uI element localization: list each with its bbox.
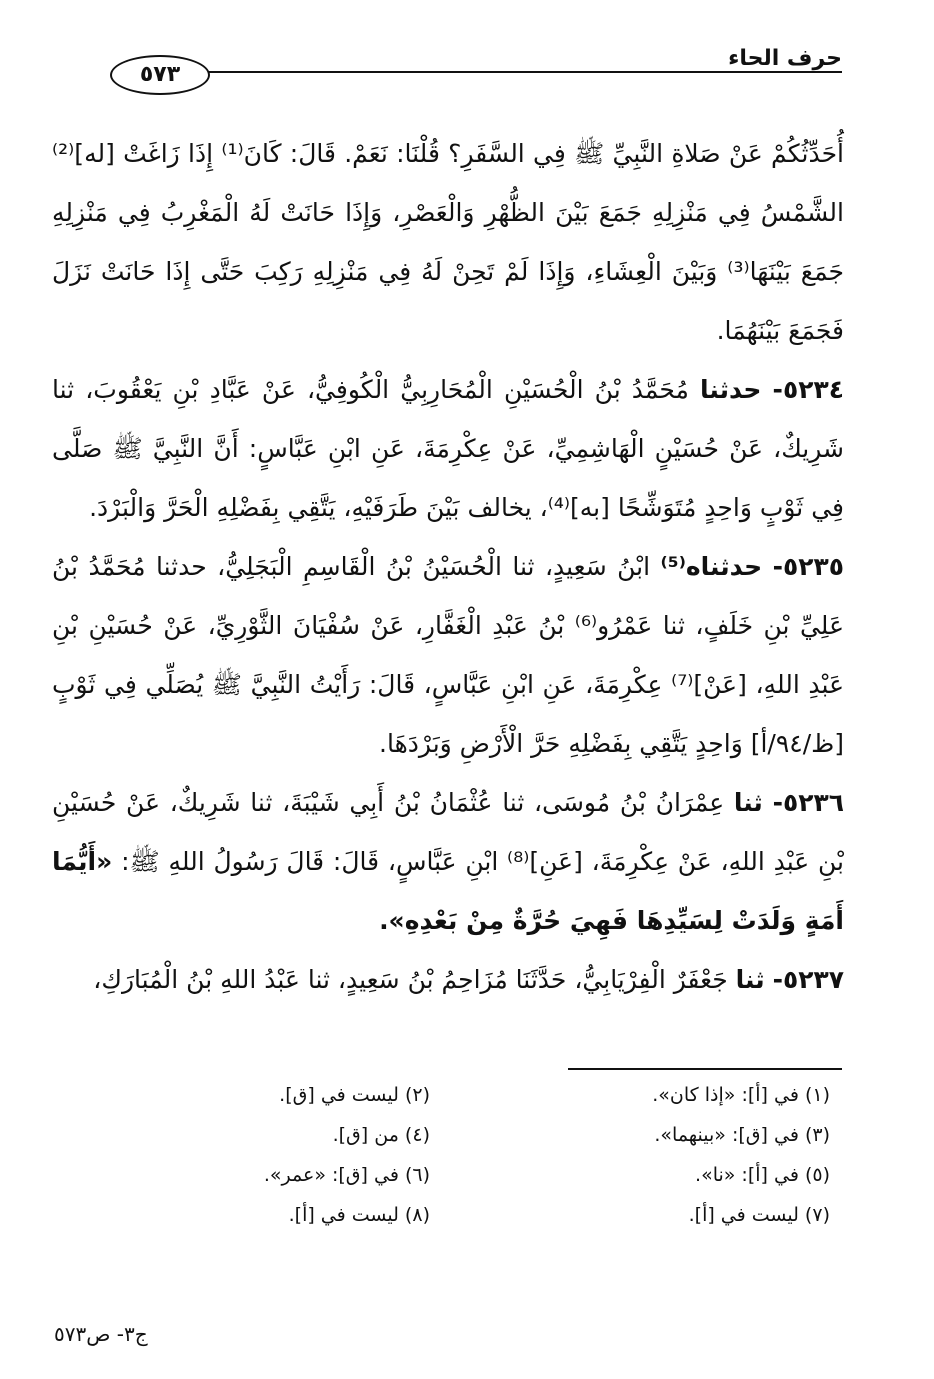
paragraph-continuation [52, 124, 844, 360]
header-rule [145, 71, 842, 73]
hadith-matn: «أَيُّمَا أَمَةٍ وَلَدَتْ لِسَيِّدِهَا فَهِيَ حُرَّةٌ مِنْ بَعْدِهِ». [52, 847, 844, 935]
chain-lead: ثنا [733, 788, 763, 817]
page-number: ٥٧٣ [139, 62, 181, 87]
hadith-number: ٥٢٣٧- [772, 965, 844, 994]
hadith-5237 [52, 950, 844, 1009]
footnote-8: (٨) ليست في [أ]. [288, 1204, 430, 1226]
footnote-7: (٧) ليست في [أ]. [688, 1204, 830, 1226]
footnote-separator [568, 1068, 842, 1070]
chain-lead: ثنا [735, 965, 765, 994]
footnote-2: (٢) ليست في [ق]. [279, 1084, 430, 1106]
hadith-5235 [52, 537, 844, 773]
footnote-5: (٥) في [أ]: «نا». [695, 1164, 830, 1186]
hadith-number: ٥٢٣٤- [772, 375, 844, 404]
footnote-1: (١) في [أ]: «إذا كان». [652, 1084, 830, 1106]
footnote-4: (٤) من [ق]. [332, 1124, 430, 1146]
footnote-6: (٦) في [ق]: «عمر». [263, 1164, 430, 1186]
chain-lead: حدثناه⁽⁵⁾ [660, 552, 763, 581]
hadith-text: مُحَمَّدُ بْنُ الْحُسَيْنِ الْمُحَارِبِيُّ الْكُوفِيُّ، عَنْ عَبَّادِ بْنِ يَعْقُوبَ، ثنا شَرِيكٌ، عَنْ حُسَيْنٍ الْهَاشِمِيِّ، عَنْ عِكْرِمَةَ، عَنِ ابْنِ عَبَّاسٍ: أَنَّ النَّبِيَّ ﷺ صَلَّى فِي ثَوْبٍ وَاحِدٍ مُتَوَشِّحًا [به]⁽⁴⁾، يخالف بَيْنَ طَرَفَيْهِ، يَتَّقِي بِفَضْلِهِ الْحَرَّ وَالْبَرْدَ. [52, 375, 844, 522]
hadith-number: ٥٢٣٥- [772, 552, 845, 581]
paragraph-text: أُحَدِّثُكُمْ عَنْ صَلاةِ النَّبِيِّ ﷺ فِي السَّفَرِ؟ قُلْنَا: نَعَمْ. قَالَ: كَانَ⁽¹⁾ إِذَا زَاغَتْ [له]⁽²⁾ الشَّمْسُ فِي مَنْزِلِهِ جَمَعَ بَيْنَ الظُّهْرِ وَالْعَصْرِ، وَإِذَا حَانَتْ لَهُ الْمَغْرِبُ فِي مَنْزِلِهِ جَمَعَ بَيْنَهَا⁽³⁾ وَبَيْنَ الْعِشَاءِ، وَإِذَا لَمْ تَحِنْ لَهُ فِي مَنْزِلِهِ رَكِبَ حَتَّى إِذَا حَانَتْ نَزَلَ فَجَمَعَ بَيْنَهُمَا. [52, 139, 844, 345]
page-number-oval [110, 55, 210, 95]
chapter-title: حرف الحاء [728, 46, 842, 71]
footnote-3: (٣) في [ق]: «بينهما». [654, 1124, 830, 1146]
chain-lead: حدثنا [699, 375, 762, 404]
hadith-text: ابْنُ سَعِيدٍ، ثنا الْحُسَيْنُ بْنُ الْقَاسِمِ الْبَجَلِيُّ، حدثنا مُحَمَّدُ بْنُ عَلِيِّ بْنِ خَلَفٍ، ثنا عَمْرُو⁽⁶⁾ بْنُ عَبْدِ الْغَفَّارِ، عَنْ سُفْيَانَ الثَّوْرِيِّ، عَنْ حُسَيْنِ بْنِ عَبْدِ اللهِ، [عَنْ]⁽⁷⁾ عِكْرِمَةَ، عَنِ ابْنِ عَبَّاسٍ، قَالَ: رَأَيْتُ النَّبِيَّ ﷺ يُصَلِّي فِي ثَوْبٍ [ظ/٩٤/أ] وَاحِدٍ يَتَّقِي بِفَضْلِهِ حَرَّ الْأَرْضِ وَبَرْدَهَا. [52, 552, 844, 758]
page-header [50, 38, 842, 108]
hadith-5236 [52, 773, 844, 950]
main-text [52, 124, 844, 1009]
hadith-5234 [52, 360, 844, 537]
hadith-number: ٥٢٣٦- [772, 788, 844, 817]
footnotes [90, 1080, 830, 1230]
volume-page-reference: ج٣- ص٥٧٣ [54, 1322, 148, 1346]
hadith-text: جَعْفَرٌ الْفِرْيَابِيُّ، حَدَّثَنَا مُزَاحِمُ بْنُ سَعِيدٍ، ثنا عَبْدُ اللهِ بْنُ الْمُبَارَكِ، [93, 965, 728, 994]
hadith-text: عِمْرَانُ بْنُ مُوسَى، ثنا عُثْمَانُ بْنُ أَبِي شَيْبَةَ، ثنا شَرِيكٌ، عَنْ حُسَيْنِ بْنِ عَبْدِ اللهِ، عَنْ عِكْرِمَةَ، [عَنِ]⁽⁸⁾ ابْنِ عَبَّاسٍ، قَالَ: قَالَ رَسُولُ اللهِ ﷺ: [52, 788, 844, 876]
